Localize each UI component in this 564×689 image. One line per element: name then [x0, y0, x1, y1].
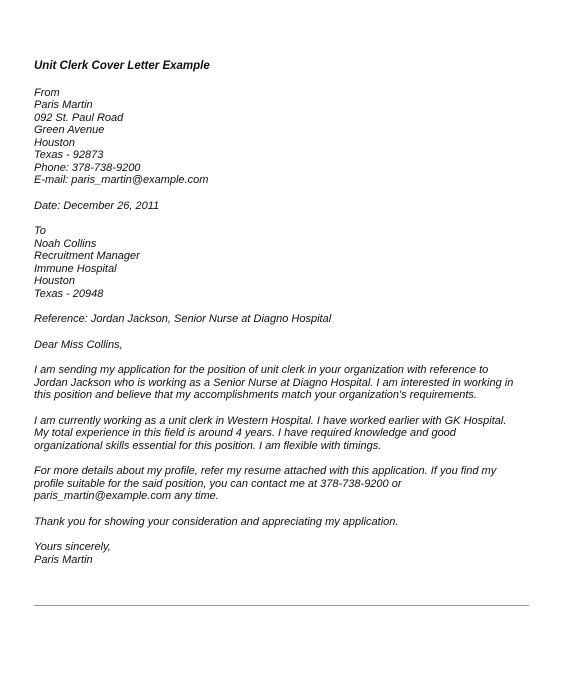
reference-text: Reference: Jordan Jackson, Senior Nurse at Diagno Hospital — [34, 313, 332, 325]
body-paragraph-4 — [34, 516, 534, 529]
body-paragraph-1 — [34, 364, 534, 402]
paragraph-line: I am currently working as a unit clerk in Western Hospital. I have worked earlier with GK Hospital. — [34, 414, 507, 427]
footer-divider — [34, 605, 529, 606]
sender-phone: Phone: 378-738-9200 — [34, 161, 141, 174]
paragraph-line: My total experience in this field is around 4 years. I have required knowledge and good — [34, 427, 456, 439]
date-text: Date: December 26, 2011 — [34, 199, 160, 212]
paragraph-line: organizational skills essential for this position. I am flexible with timings. — [34, 439, 382, 452]
valediction: Yours sincerely, — [34, 541, 111, 553]
sender-address — [34, 87, 534, 187]
sender-address-line-1: 092 St. Paul Road — [34, 111, 124, 124]
recipient-title: Recruitment Manager — [34, 250, 140, 262]
sender-email: E-mail: paris_martin@example.com — [34, 174, 209, 186]
recipient-state-zip: Texas - 20948 — [34, 287, 104, 300]
paragraph-line: this position and believe that my accomplishments match your organization's requirements. — [34, 389, 477, 401]
recipient-name: Noah Collins — [34, 237, 97, 250]
sender-address-line-2: Green Avenue — [34, 124, 105, 136]
sender-name: Paris Martin — [34, 99, 93, 111]
paragraph-line: profile suitable for the said position, you can contact me at 378-738-9200 or — [34, 477, 402, 490]
signature-name: Paris Martin — [34, 553, 93, 566]
paragraph-line: Thank you for showing your consideration and appreciating my application. — [34, 515, 399, 528]
salutation-text: Dear Miss Collins, — [34, 338, 123, 351]
paragraph-line: paris_martin@example.com any time. — [34, 490, 219, 502]
salutation — [34, 339, 534, 352]
recipient-label: To — [34, 225, 46, 237]
sender-state-zip: Texas - 92873 — [34, 149, 104, 161]
body-paragraph-2 — [34, 415, 534, 453]
paragraph-line: Jordan Jackson who is working as a Senior Nurse at Diagno Hospital. I am interested in working in — [34, 376, 514, 389]
sender-label: From — [34, 86, 60, 99]
sender-city: Houston — [34, 136, 75, 149]
paragraph-line: I am sending my application for the position of unit clerk in your organization with reference to — [34, 364, 489, 376]
recipient-company: Immune Hospital — [34, 262, 117, 275]
reference-line — [34, 313, 534, 326]
recipient-city: Houston — [34, 275, 75, 287]
document-title: Unit Clerk Cover Letter Example — [34, 60, 210, 72]
paragraph-line: For more details about my profile, refer my resume attached with this application. If you find my — [34, 465, 497, 477]
body-paragraph-3 — [34, 465, 534, 503]
closing — [34, 541, 534, 566]
letter-date — [34, 200, 534, 213]
recipient-address — [34, 225, 534, 300]
